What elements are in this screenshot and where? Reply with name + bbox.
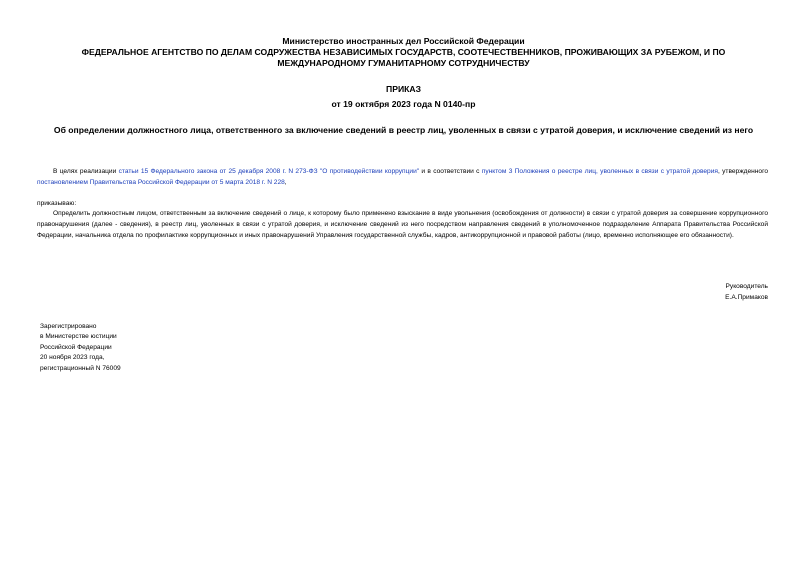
order-word: приказываю: (37, 200, 77, 207)
ministry-title: Министерство иностранных дел Российской Федерации (282, 36, 525, 46)
registration-line: в Министерстве юстиции (40, 333, 117, 341)
preamble-text-1: В целях реализации (53, 168, 119, 175)
document-date-number: от 19 октября 2023 года N 0140-пр (331, 99, 476, 109)
law-article-link[interactable]: статьи 15 Федерального закона от 25 декабря 2008 г. N 273-ФЗ "О противодействии коррупции" (118, 168, 420, 175)
registration-line: Зарегистрировано (40, 323, 97, 330)
order-paragraph: Определить должностным лицом, ответственным за включение сведений о лице, к которому было применено взыскание в виде увольнения (освобождения от должности) в связи с утратой доверия за совершение коррупционного правонарушения (далее - сведения), в реестр лиц, уволенных в связи с утратой доверия, и исключение сведений из него посредством направления сведений в уполномоченное подразделение Аппарата Правительства Российской Федерации, начальника отдела по профилактике коррупционных и иных правонарушений Управления государственной службы, кадров, антикоррупционной и правовой работы (лицо, временно исполняющее его обязанности). (37, 210, 768, 239)
government-decree-link[interactable]: постановлением Правительства Российской Федерации от 5 марта 2018 г. N 228 (37, 178, 285, 186)
signature-name: Е.А.Примаков (725, 294, 768, 301)
preamble-text-2: и в соответствии с (419, 168, 482, 175)
agency-title-line1: ФЕДЕРАЛЬНОЕ АГЕНТСТВО ПО ДЕЛАМ СОДРУЖЕСТВА НЕЗАВИСИМЫХ ГОСУДАРСТВ, СООТЕЧЕСТВЕННИКОВ, ПРОЖИВАЮЩИХ ЗА РУБЕЖОМ, И ПО (81, 47, 726, 57)
document-type: ПРИКАЗ (386, 84, 421, 94)
preamble-text-3: , утвержденного (717, 168, 769, 175)
registration-line: 20 ноября 2023 года, (40, 354, 105, 362)
signature-position: Руководитель (725, 283, 768, 290)
preamble-paragraph (37, 167, 768, 189)
document-subject: Об определении должностного лица, ответственного за включение сведений в реестр лиц, уволенных в связи с утратой доверия, и исключение сведений из него (53, 125, 754, 135)
agency-title-line2: МЕЖДУНАРОДНОМУ ГУМАНИТАРНОМУ СОТРУДНИЧЕСТВУ (277, 58, 530, 68)
registration-line: Российской Федерации (40, 343, 112, 351)
regulation-clause-link[interactable]: пунктом 3 Положения о реестре лиц, уволенных в связи с утратой доверия (481, 168, 718, 175)
registration-line: регистрационный N 76009 (40, 364, 121, 372)
registration-block (40, 322, 121, 374)
preamble-text-4: , (284, 178, 287, 186)
